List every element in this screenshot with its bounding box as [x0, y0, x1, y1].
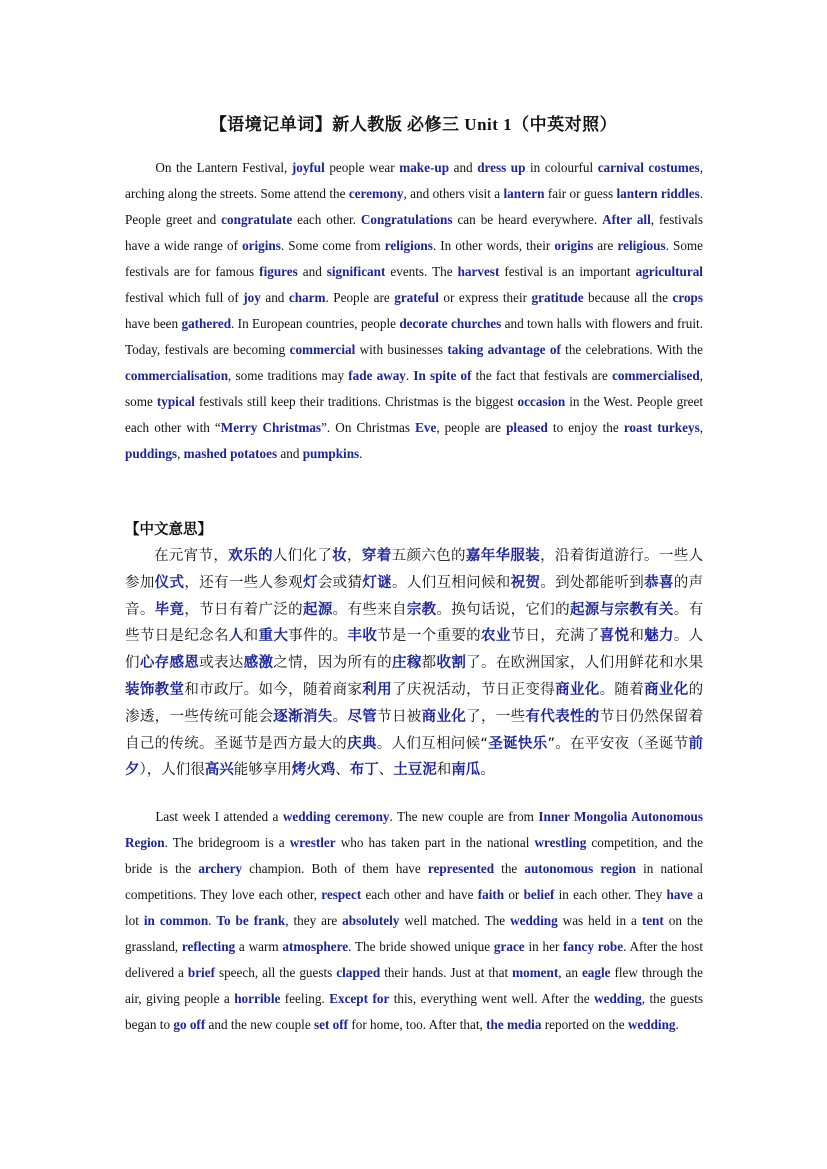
vocab-term: 嘉年华服装 [465, 548, 541, 564]
vocab-term: 丰收 [347, 628, 378, 645]
vocab-term: 人 [228, 628, 244, 645]
vocab-term: 有代表性的 [525, 708, 600, 725]
vocab-term: Eve [415, 420, 437, 435]
vocab-term: In spite of [413, 368, 472, 383]
vocab-term: lantern [503, 186, 545, 201]
vocab-term: congratulate [221, 212, 293, 227]
vocab-term: Merry Christmas [220, 420, 322, 435]
vocab-term: set off [313, 1017, 349, 1032]
vocab-term: moment [512, 965, 559, 980]
vocab-term: represented [427, 861, 495, 876]
vocab-term: 欢乐的 [228, 548, 273, 564]
vocab-term: 宗教 [406, 601, 437, 618]
vocab-term: 装饰教堂 [125, 681, 185, 698]
vocab-term: gratitude [531, 290, 584, 305]
vocab-term: pleased [506, 420, 548, 435]
section-heading-chinese-meaning: 【中文意思】 [125, 522, 212, 538]
vocab-term: 商业化 [555, 681, 600, 698]
vocab-term: 烤火鸡 [291, 762, 336, 779]
paragraph-festivals-en: On the Lantern Festival, joyful people wear make-up and dress up in colourful carnival costumes, arching along the streets. Some attend the ceremony, and others visit a lantern fair or guess lantern riddles. People greet and congratulate each other. Congratulations can be heard everywhere. After all, festivals have a wide range of origins. Some come from religions. In other words, their origins are religious. Some festivals are for famous figures and significant events. The harvest festival is an important agricultural festival which full of joy and charm. People are grateful or express their gratitude because all the crops have been gathered. In European countries, people decorate churches and town halls with flowers and fruit. Today, festivals are becoming commercial with businesses taking advantage of the celebrations. With the commercialisation, some traditions may fade away. In spite of the fact that festivals are commercialised, some typical festivals still keep their traditions. Christmas is the biggest occasion in the West. People greet each other with “Merry Christmas”. On Christmas Eve, people are pleased to enjoy the roast turkeys, puddings, mashed potatoes and pumpkins. [125, 160, 704, 461]
vocab-term: 起源 [302, 601, 333, 618]
vocab-term: wedding [510, 913, 558, 928]
vocab-term: 布丁 [349, 762, 379, 779]
vocab-term: 灯 [302, 574, 318, 591]
vocab-term: 商业化 [644, 681, 689, 698]
vocab-term: Inner Mongolia Autonomous Region [125, 809, 703, 850]
vocab-term: 重大 [258, 628, 289, 645]
vocab-term: significant [326, 264, 386, 279]
vocab-term: crops [672, 290, 704, 305]
vocab-term: harvest [457, 264, 500, 279]
vocab-term: 感激 [243, 655, 274, 672]
vocab-term: 妆 [332, 548, 348, 564]
vocab-term: 逐渐消失 [273, 708, 333, 725]
vocab-term: 灯谜 [362, 574, 392, 591]
vocab-term: origins [554, 238, 594, 253]
vocab-term: roast turkeys [623, 420, 700, 435]
vocab-term: 收割 [436, 655, 467, 672]
vocab-term: 圣诞快乐 [487, 735, 548, 752]
vocab-term: pumpkins [302, 446, 360, 461]
vocab-term: respect [321, 887, 362, 902]
vocab-term: eagle [581, 965, 611, 980]
vocab-term: 恭喜 [644, 574, 674, 591]
vocab-term: absolutely [342, 913, 400, 928]
vocab-term: carnival costumes [597, 160, 700, 175]
vocab-term: ceremony [348, 186, 404, 201]
vocab-term: 喜悦 [599, 628, 630, 645]
vocab-term: tent [641, 913, 664, 928]
vocab-term: wedding ceremony [282, 809, 390, 824]
vocab-term: puddings [125, 446, 178, 461]
vocab-term: 仪式 [154, 574, 185, 591]
vocab-term: 祝贺 [510, 574, 541, 591]
vocab-term: dress up [477, 160, 526, 175]
vocab-term: the media [486, 1017, 542, 1032]
vocab-term: fade away [348, 368, 406, 383]
vocab-term: 心存感恩 [139, 655, 200, 672]
vocab-term: commercialised [612, 368, 700, 383]
vocab-term: 尽管 [347, 708, 378, 725]
vocab-term: charm [288, 290, 326, 305]
vocab-term: faith [477, 887, 505, 902]
vocab-term: 起源与宗教有关 [569, 601, 674, 618]
vocab-term: wedding [627, 1017, 676, 1032]
vocab-term: lantern riddles [616, 186, 700, 201]
vocab-term: occasion [517, 394, 566, 409]
vocab-term: 利用 [362, 681, 392, 698]
vocab-term: make-up [399, 160, 450, 175]
vocab-term: figures [259, 264, 298, 279]
vocab-term: reflecting [181, 939, 236, 954]
vocab-term: archery [198, 861, 243, 876]
vocab-term: commercial [289, 342, 356, 357]
vocab-term: autonomous region [524, 861, 637, 876]
vocab-term: 庆典 [347, 735, 377, 752]
vocab-term: 农业 [480, 628, 511, 645]
vocab-term: atmosphere [282, 939, 349, 954]
vocab-term: grace [493, 939, 525, 954]
vocab-term: typical [156, 394, 195, 409]
vocab-term: To be frank [216, 913, 286, 928]
vocab-term: clapped [336, 965, 381, 980]
vocab-term: agricultural [635, 264, 703, 279]
vocab-term: joyful [291, 160, 325, 175]
vocab-term: brief [187, 965, 215, 980]
vocab-term: 魅力 [644, 628, 674, 645]
paragraph-festivals-zh: 在元宵节，欢乐的人们化了妆，穿着五颜六色的嘉年华服装，沿着街道游行。一些人参加仪式，还有一些人参观灯会或猜灯谜。人们互相问候和祝贺。到处都能听到恭喜的声音。毕竟，节日有着广泛的起源。有些来自宗教。换句话说，它们的起源与宗教有关。有些节日是纪念名人和重大事件的。丰收节是一个重要的农业节日，充满了喜悦和魅力。人们心存感恩或表达感激之情，因为所有的庄稼都收割了。在欧洲国家，人们用鲜花和水果装饰教堂和市政厅。如今，随着商家利用了庆祝活动，节日正变得商业化。随着商业化的渗透，一些传统可能会逐渐消失。尽管节日被商业化了，一些有代表性的节日仍然保留着自己的传统。圣诞节是西方最大的庆典。人们互相问候“圣诞快乐”。在平安夜（圣诞节前夕），人们很高兴能够享用烤火鸡、布丁、土豆泥和南瓜。 [125, 548, 704, 779]
vocab-term: 土豆泥 [393, 762, 437, 779]
vocab-term: decorate churches [399, 316, 502, 331]
vocab-term: commercialisation [125, 368, 229, 383]
vocab-term: wrestling [534, 835, 587, 850]
vocab-term: 商业化 [421, 708, 467, 725]
page-title: 【语境记单词】新人教版 必修三 Unit 1（中英对照） [209, 115, 618, 134]
vocab-term: religious [617, 238, 666, 253]
vocab-term: mashed potatoes [183, 446, 278, 461]
vocab-term: 高兴 [204, 762, 234, 779]
vocab-term: 毕竟 [154, 601, 185, 618]
vocab-term: have [666, 887, 693, 902]
vocab-term: Except for [329, 991, 390, 1006]
vocab-term: 南瓜 [451, 762, 481, 779]
vocab-term: Congratulations [360, 212, 453, 227]
vocab-term: gathered [181, 316, 232, 331]
vocab-term: 庄稼 [391, 655, 422, 672]
vocab-term: belief [523, 887, 555, 902]
vocab-term: in common [143, 913, 209, 928]
vocab-term: 穿着 [361, 548, 392, 564]
vocab-term: 前夕 [125, 735, 704, 779]
vocab-term: horrible [234, 991, 281, 1006]
vocab-term: wedding [594, 991, 642, 1006]
vocab-term: joy [243, 290, 261, 305]
vocab-term: wrestler [289, 835, 336, 850]
vocab-term: fancy robe [563, 939, 624, 954]
vocab-term: grateful [394, 290, 439, 305]
vocab-term: religions [384, 238, 433, 253]
paragraph-wedding-en: Last week I attended a wedding ceremony. The new couple are from Inner Mongolia Autonomous Region. The bridegroom is a wrestler who has taken part in the national wrestling competition, and the bride is the archery champion. Both of them have represented the autonomous region in national competitions. They love each other, respect each other and have faith or belief in each other. They have a lot in common. To be frank, they are absolutely well matched. The wedding was held in a tent on the grassland, reflecting a warm atmosphere. The bride showed unique grace in her fancy robe. After the host delivered a brief speech, all the guests clapped their hands. Just at that moment, an eagle flew through the air, giving people a horrible feeling. Except for this, everything went well. After the wedding, the guests began to go off and the new couple set off for home, too. After that, the media reported on the wedding. [125, 809, 703, 1032]
vocab-term: After all [602, 212, 651, 227]
vocab-term: taking advantage of [447, 342, 561, 357]
vocab-term: go off [173, 1017, 206, 1032]
vocab-term: origins [242, 238, 281, 253]
